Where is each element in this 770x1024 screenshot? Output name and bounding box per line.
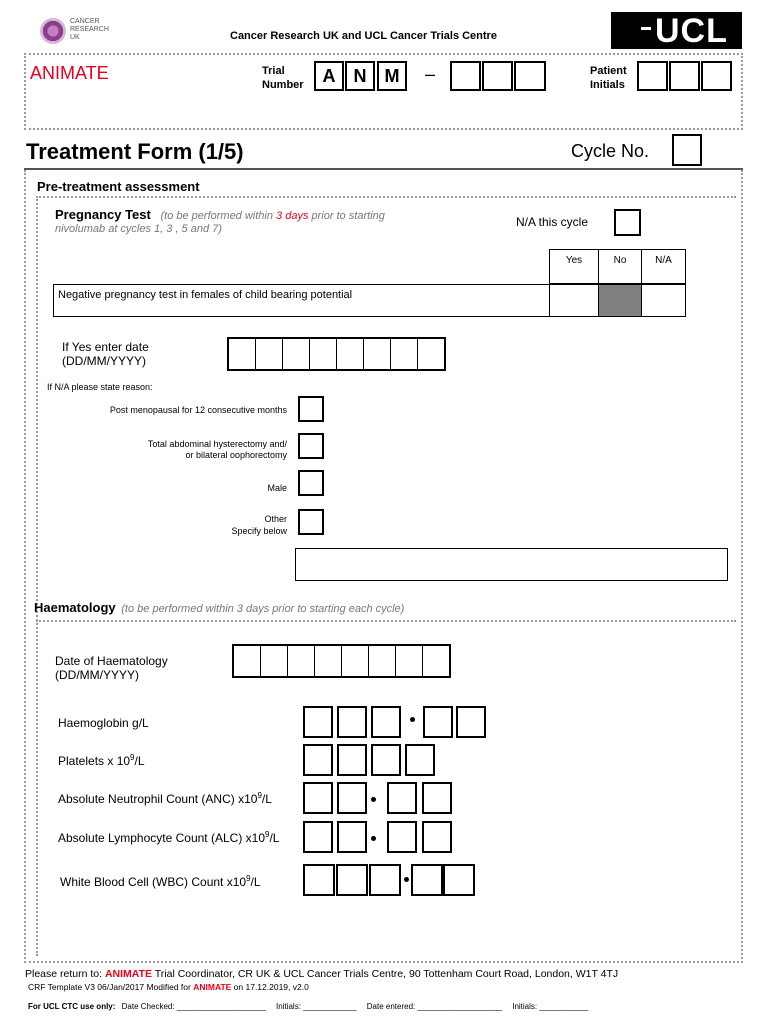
trial-number-digit-2[interactable]: [482, 61, 513, 91]
alc-digit-3[interactable]: [387, 821, 417, 853]
template-version-animate: ANIMATE: [193, 982, 232, 992]
reason-postmenopausal-label: Post menopausal for 12 consecutive months: [109, 405, 287, 415]
trial-number-label-line2: Number: [262, 79, 304, 91]
patient-initial-2[interactable]: [669, 61, 700, 91]
anc-decimal-point: [371, 797, 376, 802]
alc-label: [58, 830, 279, 845]
wbc-digit-4[interactable]: [411, 864, 443, 896]
platelets-digit-4[interactable]: [405, 744, 435, 776]
initials-field-1: Initials: ____________: [276, 1002, 357, 1011]
trial-number-label: [262, 64, 304, 92]
haematology-title: Haematology: [34, 600, 116, 615]
inner-panel-border-top: [36, 196, 736, 198]
centre-title: Cancer Research UK and UCL Cancer Trials Centre: [230, 30, 497, 42]
patient-initials-label-line1: Patient: [590, 65, 627, 77]
wbc-label: [60, 874, 261, 889]
return-address-a: Please return to:: [25, 968, 105, 980]
reason-other-specify-field[interactable]: [295, 548, 728, 581]
wbc-label-sup: 9: [246, 874, 251, 883]
pregnancy-title: [55, 207, 385, 222]
anc-digit-4[interactable]: [422, 782, 452, 814]
haematology-date-label-line1: Date of Haematology: [55, 654, 168, 668]
wbc-digit-3[interactable]: [369, 864, 401, 896]
haemoglobin-digit-1[interactable]: [303, 706, 333, 738]
pregnancy-date-field[interactable]: [227, 337, 446, 371]
cruk-logo: [40, 16, 120, 46]
pregnancy-title-text: Pregnancy Test: [55, 207, 151, 222]
initials-field-2: Initials: ___________: [512, 1002, 589, 1011]
anc-label: [58, 791, 272, 806]
reason-other-label: [231, 513, 287, 537]
haematology-heading: [34, 600, 404, 615]
wbc-decimal-point: [404, 877, 409, 882]
pretreatment-heading: Pre-treatment assessment: [37, 179, 200, 194]
haematology-note: (to be performed within 3 days prior to starting each cycle): [121, 603, 405, 615]
return-address-animate: ANIMATE: [104, 968, 153, 980]
pregnancy-note-line2: nivolumab at cycles 1, 3 , 5 and 7): [55, 223, 222, 235]
alc-digit-1[interactable]: [303, 821, 333, 853]
template-version: [28, 982, 309, 992]
trial-code-box-m: M: [377, 61, 407, 91]
cycle-number-box[interactable]: [672, 134, 702, 166]
pregnancy-answer-na[interactable]: [641, 284, 686, 317]
platelets-label: [58, 753, 145, 768]
pregnancy-table-header-no: No: [598, 249, 642, 284]
trial-name: ANIMATE: [30, 63, 109, 83]
reason-hysterectomy-checkbox[interactable]: [298, 433, 324, 459]
anc-digit-3[interactable]: [387, 782, 417, 814]
haemoglobin-label: Haemoglobin g/L: [58, 716, 149, 730]
haemoglobin-digit-4[interactable]: [423, 706, 453, 738]
reason-hysterectomy-line2: or bilateral oophorectomy: [185, 450, 287, 460]
pregnancy-table-header-yes: Yes: [549, 249, 599, 284]
anc-label-b: /L: [261, 792, 272, 806]
haematology-date-label-line2: (DD/MM/YYYY): [55, 668, 139, 682]
platelets-label-a: Platelets x 10: [58, 754, 131, 768]
alc-label-a: Absolute Lymphocyte Count (ALC) x10: [58, 831, 265, 845]
template-version-a: CRF Template V3 06/Jan/2017 Modified for: [28, 982, 194, 992]
pregnancy-table-header-na: N/A: [641, 249, 686, 284]
if-na-reason-label: If N/A please state reason:: [47, 382, 153, 392]
haematology-divider: [36, 620, 736, 622]
na-this-cycle-label: N/A this cycle: [516, 215, 589, 229]
reason-postmenopausal-checkbox[interactable]: [298, 396, 324, 422]
template-version-b: on 17.12.2019, v2.0: [231, 982, 309, 992]
alc-label-b: /L: [269, 831, 280, 845]
ucl-logo-text: UCL: [655, 12, 728, 50]
alc-digit-2[interactable]: [337, 821, 367, 853]
alc-digit-4[interactable]: [422, 821, 452, 853]
reason-other-line1: Other: [264, 514, 287, 524]
wbc-digit-1[interactable]: [303, 864, 335, 896]
pregnancy-note-b: prior to starting: [308, 210, 385, 222]
alc-decimal-point: [371, 836, 376, 841]
reason-male-checkbox[interactable]: [298, 470, 324, 496]
pregnancy-note-days: 3 days: [276, 210, 309, 222]
form-title: Treatment Form (1/5): [26, 139, 244, 164]
platelets-label-sup: 9: [130, 753, 135, 762]
reason-male-label: Male: [267, 483, 287, 493]
cruk-logo-icon: [40, 18, 66, 44]
reason-hysterectomy-line1: Total abdominal hysterectomy and/: [147, 439, 287, 449]
return-address-b: Trial Coordinator, CR UK & UCL Cancer Trials Centre, 90 Tottenham Court Road, London, W1T 4TJ: [152, 968, 619, 980]
pregnancy-answer-no[interactable]: [598, 284, 642, 317]
patient-initial-1[interactable]: [637, 61, 668, 91]
anc-digit-2[interactable]: [337, 782, 367, 814]
patient-initials-label-line2: Initials: [590, 79, 625, 91]
wbc-digit-2[interactable]: [336, 864, 368, 896]
haemoglobin-digit-3[interactable]: [371, 706, 401, 738]
if-yes-date-label: [62, 340, 149, 368]
haemoglobin-decimal-point: [410, 717, 415, 722]
haemoglobin-digit-2[interactable]: [337, 706, 367, 738]
wbc-label-a: White Blood Cell (WBC) Count x10: [60, 875, 247, 889]
inner-panel-border: [36, 196, 38, 956]
ucl-ctc-only-label: For UCL CTC use only:: [28, 1002, 116, 1011]
wbc-digit-5[interactable]: [443, 864, 475, 896]
reason-hysterectomy-label: [148, 439, 287, 461]
trial-code-box-n: N: [345, 61, 375, 91]
anc-label-a: Absolute Neutrophil Count (ANC) x10: [58, 792, 258, 806]
trial-number-label-line1: Trial: [262, 65, 285, 77]
trial-number-digit-3[interactable]: [514, 61, 546, 91]
if-yes-date-label-line2: (DD/MM/YYYY): [62, 354, 146, 368]
date-checked-field: Date Checked: ____________________: [121, 1002, 266, 1011]
haemoglobin-digit-5[interactable]: [456, 706, 486, 738]
na-this-cycle-checkbox[interactable]: [614, 209, 641, 236]
if-yes-date-label-line1: If Yes enter date: [62, 340, 149, 354]
platelets-digit-2[interactable]: [337, 744, 367, 776]
ucl-ctc-use-line: [28, 1002, 588, 1011]
ucl-logo: [611, 12, 742, 49]
anc-digit-1[interactable]: [303, 782, 333, 814]
haematology-date-field[interactable]: [232, 644, 451, 678]
haematology-date-label: [55, 654, 168, 682]
alc-label-sup: 9: [265, 830, 270, 839]
patient-initial-3[interactable]: [701, 61, 732, 91]
reason-other-line2: Specify below: [231, 526, 287, 536]
anc-label-sup: 9: [257, 791, 262, 800]
return-address: [25, 968, 618, 980]
trial-number-digit-1[interactable]: [450, 61, 481, 91]
ucl-portico-icon: [641, 27, 651, 38]
platelets-digit-3[interactable]: [371, 744, 401, 776]
pregnancy-answer-yes[interactable]: [549, 284, 599, 317]
cruk-logo-text: CANCER RESEARCH UK: [70, 18, 109, 41]
date-entered-field: Date entered: ___________________: [366, 1002, 502, 1011]
platelets-label-b: /L: [134, 754, 145, 768]
trial-number-dash: –: [425, 64, 436, 84]
platelets-digit-1[interactable]: [303, 744, 333, 776]
patient-initials-label: [590, 64, 627, 92]
pregnancy-note-a: (to be performed within: [160, 210, 277, 222]
wbc-label-b: /L: [250, 875, 261, 889]
cycle-label: Cycle No.: [571, 141, 650, 161]
trial-code-box-a: A: [314, 61, 344, 91]
reason-other-checkbox[interactable]: [298, 509, 324, 535]
pregnancy-table-row-label: Negative pregnancy test in females of child bearing potential: [53, 284, 550, 317]
